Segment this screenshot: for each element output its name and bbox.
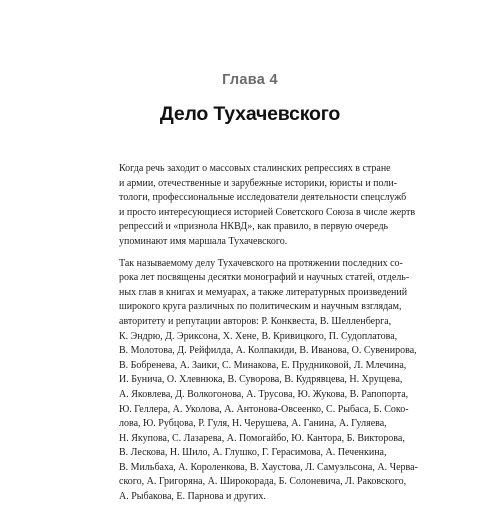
text-line: А. Рыбакова, Е. Парнова и других. [119,491,266,503]
text-line: и просто интересующиеся историей Советского Союза в числе жертв [119,206,416,218]
text-line: В. Лескова, Н. Шило, А. Глушко, Г. Герасимова, А. Печенкина, [119,447,387,459]
text-line: Когда речь заходит о массовых сталинских репрессиях в стране [119,163,391,174]
text-line: В. Молотова, Д. Рейфилда, А. Колпакиди, В. Иванова, О. Сувенирова, [119,345,417,357]
paragraph-2 [119,257,418,505]
text-line: авторитету и репутации авторов: Р. Конквеста, В. Шелленберга, [119,315,392,327]
text-line: упоминают имя маршала Тухачевского. [119,235,288,247]
body-text [119,162,418,505]
paragraph-1 [119,162,416,250]
text-line: рока лет посвящены десятки монографий и научных статей, отдель- [119,272,410,284]
chapter-title: Дело Тухачевского [159,103,341,125]
text-line: К. Эндрю, Д. Эриксона, Х. Хене, В. Кривицкого, П. Судоплатова, [119,330,398,342]
text-line: А. Яковлева, Д. Волкогонова, А. Трусова, Ю. Жукова, В. Рапопорта, [119,388,409,400]
text-line: Так называемому делу Тухачевского на протяжении последних со- [119,257,403,269]
text-line: И. Бунича, О. Хлевнюка, В. Суворова, В. Кудрявцева, Н. Хрущева, [119,374,403,386]
text-line: ского, А. Григоряна, А. Широкорада, Б. Солоневича, Л. Раковского, [119,476,407,488]
text-line: тологи, профессиональные исследователи деятельности спецслужб [119,192,407,204]
text-line: лова, Ю. Рубцова, Р. Гуля, Н. Черушева, А. Ганина, А. Гуляева, [119,418,387,430]
chapter-label: Глава 4 [222,72,278,88]
text-line: ных глав в книгах и мемуарах, а также литературных произведений [119,286,408,298]
text-line: широкого круга различных по политическим и научным взглядам, [119,301,402,313]
text-line: В. Мильбаха, А. Короленкова, В. Хаустова, Л. Самуэльсона, А. Черва- [119,461,418,473]
text-line: и армии, отечественные и зарубежные историки, юристы и поли- [119,177,398,189]
text-line: репрессий и «признола НКВД», как правило, в первую очередь [119,221,389,233]
text-line: Ю. Геллера, А. Уколова, А. Антонова-Овсеенко, С. Рыбаса, Б. Соко- [119,403,409,415]
text-line: В. Бобренева, А. Заики, С. Минакова, Е. Прудниковой, Л. Млечина, [119,359,407,371]
text-line: Н. Якупова, С. Лазарева, А. Помогайбо, Ю. Кантора, Б. Викторова, [119,432,405,444]
